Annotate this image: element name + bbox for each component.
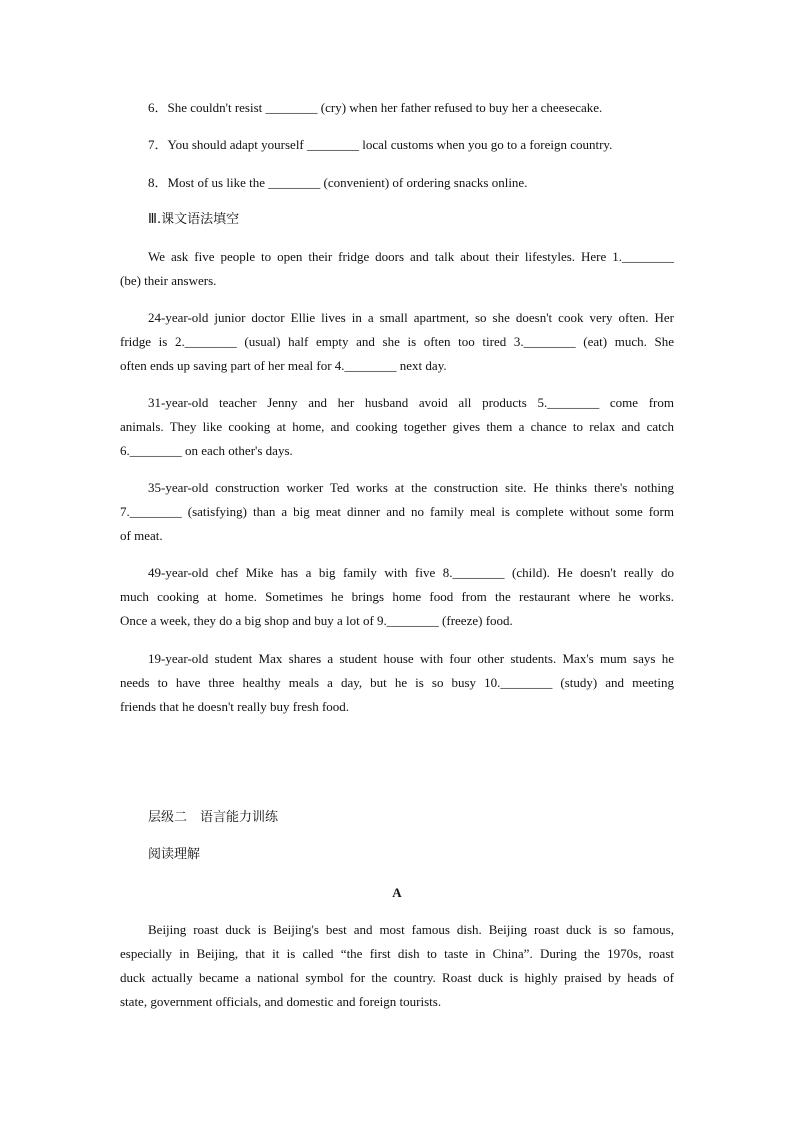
passage-line: much cooking at home. Sometimes he brings home food from the restaurant where he works. (120, 589, 674, 604)
passage-a-line: duck actually became a national symbol for the country. Roast duck is highly praised by heads of (120, 970, 674, 985)
exercise-item-8: 8．Most of us like the ________ (convenient) of ordering snacks online. (148, 175, 528, 190)
passage-line: 31-year-old teacher Jenny and her husband avoid all products 5.________ come from (148, 395, 674, 410)
passage-line: (be) their answers. (120, 273, 217, 288)
passage-a-label: A (392, 885, 402, 900)
passage-a-line: especially in Beijing, that it is called “the first dish to taste in China”. During the 1970s, roast (120, 946, 674, 961)
passage-line: 19-year-old student Max shares a student house with four other students. Max's mum says he (148, 651, 674, 666)
passage-line: 6.________ on each other's days. (120, 443, 293, 458)
passage-line: animals. They like cooking at home, and cooking together gives them a chance to relax and catch (120, 419, 674, 434)
passage-line: needs to have three healthy meals a day, but he is so busy 10.________ (study) and meeting (120, 675, 674, 690)
exercise-item-7: 7．You should adapt yourself ________ local customs when you go to a foreign country. (148, 137, 613, 152)
passage-a-line: Beijing roast duck is Beijing's best and most famous dish. Beijing roast duck is so famous, (148, 922, 674, 937)
section-title: Ⅲ.课文语法填空 (148, 212, 240, 227)
passage-a-line: state, government officials, and domestic and foreign tourists. (120, 994, 442, 1009)
passage-line: 49-year-old chef Mike has a big family with five 8.________ (child). He doesn't really do (148, 565, 674, 580)
passage-line: of meat. (120, 528, 163, 543)
passage-line: 35-year-old construction worker Ted works at the construction site. He thinks there's nothing (148, 480, 674, 495)
exercise-item-6: 6．She couldn't resist ________ (cry) when her father refused to buy her a cheesecake. (148, 100, 603, 115)
passage-line: often ends up saving part of her meal for 4.________ next day. (120, 358, 447, 373)
passage-line: Once a week, they do a big shop and buy a lot of 9.________ (freeze) food. (120, 613, 513, 628)
passage-line: fridge is 2.________ (usual) half empty and she is often too tired 3.________ (eat) much. She (120, 334, 674, 349)
reading-title: 阅读理解 (148, 847, 201, 862)
passage-line: 24-year-old junior doctor Ellie lives in a small apartment, so she doesn't cook very often. Her (148, 310, 674, 325)
passage-line: 7.________ (satisfying) than a big meat dinner and no family meal is complete without some form (120, 504, 674, 519)
level-title: 层级二 语言能力训练 (148, 810, 279, 825)
passage-line: friends that he doesn't really buy fresh food. (120, 699, 350, 714)
passage-line: We ask five people to open their fridge doors and talk about their lifestyles. Here 1.________ (148, 249, 674, 264)
